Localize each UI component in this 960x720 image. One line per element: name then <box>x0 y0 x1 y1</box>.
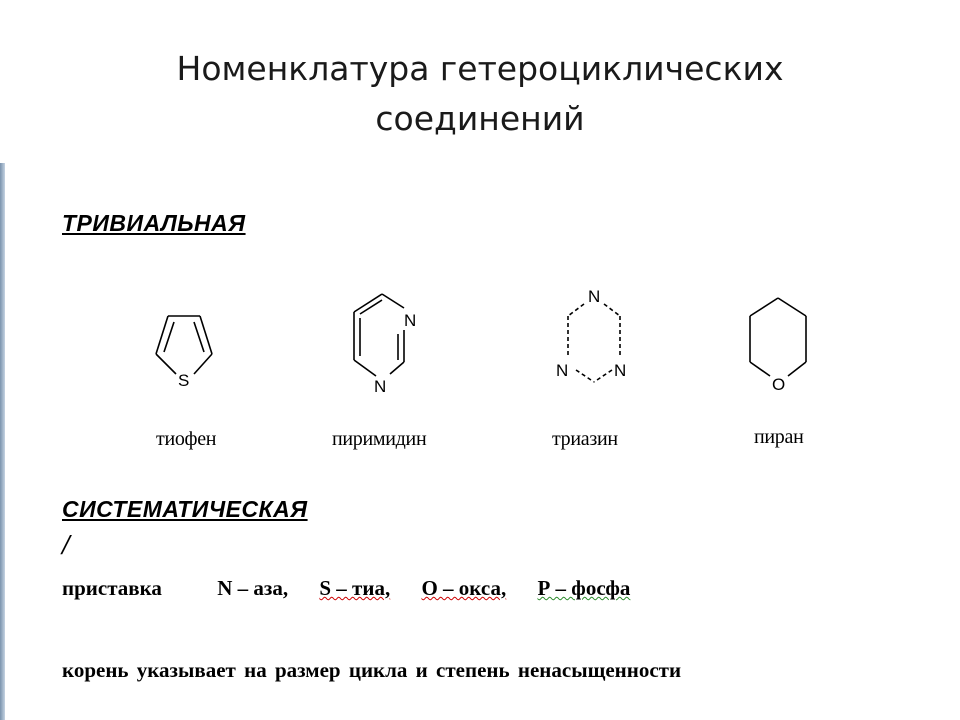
compound-name-thiophene: тиофен <box>156 428 217 450</box>
compound-name-pyran: пиран <box>754 426 804 448</box>
prefix-row <box>62 576 656 601</box>
structure-thiophene <box>150 290 220 400</box>
prefix-oksa: О – окса, <box>421 576 507 600</box>
title-line-1: Номенклатура гетероциклических <box>176 49 784 88</box>
atom-label: O <box>772 375 786 394</box>
triazine-ring <box>552 272 642 392</box>
prefix-label: приставка <box>62 576 162 600</box>
prefix-fosfa: Р – фосфа <box>537 576 631 600</box>
slash-mark: / <box>62 530 70 561</box>
compound-name-triazine: триазин <box>552 428 618 450</box>
prefix-aza: N – аза, <box>217 576 289 600</box>
left-accent-bar <box>0 163 5 720</box>
document-image <box>62 200 922 700</box>
heading-systematic: СИСТЕМАТИЧЕСКАЯ <box>62 496 308 522</box>
heading-trivial: ТРИВИАЛЬНАЯ <box>62 210 246 236</box>
atom-label: N <box>404 311 417 330</box>
atom-label: S <box>178 371 190 390</box>
pyran-ring <box>742 280 822 400</box>
atom-label: N <box>614 361 627 380</box>
compound-name-pyrimidine: пиримидин <box>332 428 427 450</box>
title-line-2: соединений <box>375 99 585 138</box>
atom-label: N <box>588 287 601 306</box>
prefix-tia: S – тиа, <box>319 576 391 600</box>
atom-label: N <box>556 361 569 380</box>
thiophene-ring <box>150 290 220 400</box>
structure-pyran <box>742 280 822 400</box>
structure-triazine <box>552 272 642 392</box>
pyrimidine-ring <box>342 282 432 402</box>
root-description: корень указывает на размер цикла и степень ненасыщенности <box>62 658 682 682</box>
slide-title <box>80 44 880 144</box>
atom-label: N <box>374 377 387 396</box>
structure-pyrimidine <box>342 282 432 402</box>
